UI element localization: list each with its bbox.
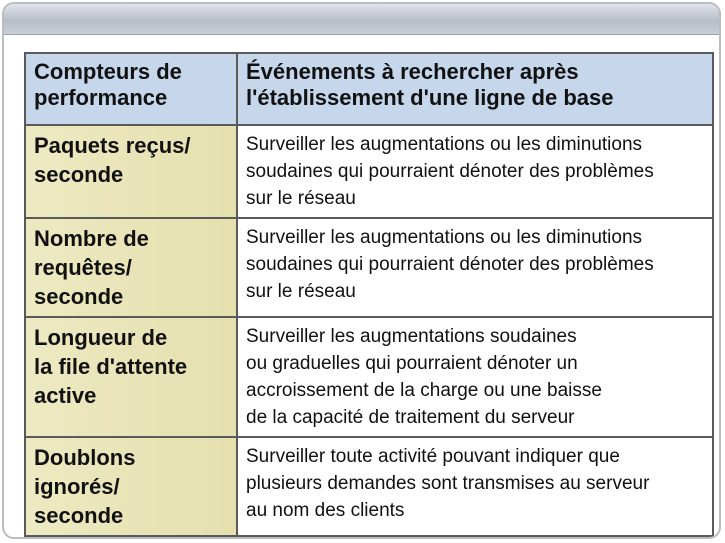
- counter-description: Surveiller toute activité pouvant indiquer que plusieurs demandes sont transmises au serveur au nom des clients: [246, 446, 650, 521]
- counter-description: Surveiller les augmentations soudaines ou graduelles qui pourraient dénoter un accroissement de la charge ou une baisse de la capacité de traitement du serveur: [246, 326, 602, 428]
- header-counters: [25, 53, 237, 125]
- title-bar: [4, 4, 719, 35]
- counter-cell: [25, 317, 237, 437]
- table-row: [25, 125, 713, 218]
- counter-name: Longueur de la file d'attente active: [34, 325, 188, 408]
- table-row: [25, 437, 713, 536]
- counter-name: Nombre de requêtes/ seconde: [34, 226, 149, 309]
- counter-description: Surveiller les augmentations ou les diminutions soudaines qui pourraient dénoter des problèmes sur le réseau: [246, 227, 654, 302]
- counter-name: Paquets reçus/ seconde: [34, 133, 191, 187]
- header-events-label: Événements à rechercher après l'établissement d'une ligne de base: [246, 59, 614, 110]
- description-cell: [237, 317, 713, 437]
- counter-cell: [25, 218, 237, 317]
- slide-frame: [2, 2, 721, 539]
- table-row: [25, 218, 713, 317]
- description-cell: [237, 125, 713, 218]
- header-row: [25, 53, 713, 125]
- description-cell: [237, 218, 713, 317]
- counters-table: [24, 52, 714, 537]
- counter-description: Surveiller les augmentations ou les diminutions soudaines qui pourraient dénoter des problèmes sur le réseau: [246, 134, 654, 209]
- header-counters-label: Compteurs de performance: [34, 59, 182, 110]
- description-cell: [237, 437, 713, 536]
- table-row: [25, 317, 713, 437]
- counter-name: Doublons ignorés/ seconde: [34, 445, 136, 528]
- header-events: [237, 53, 713, 125]
- counter-cell: [25, 437, 237, 536]
- counter-cell: [25, 125, 237, 218]
